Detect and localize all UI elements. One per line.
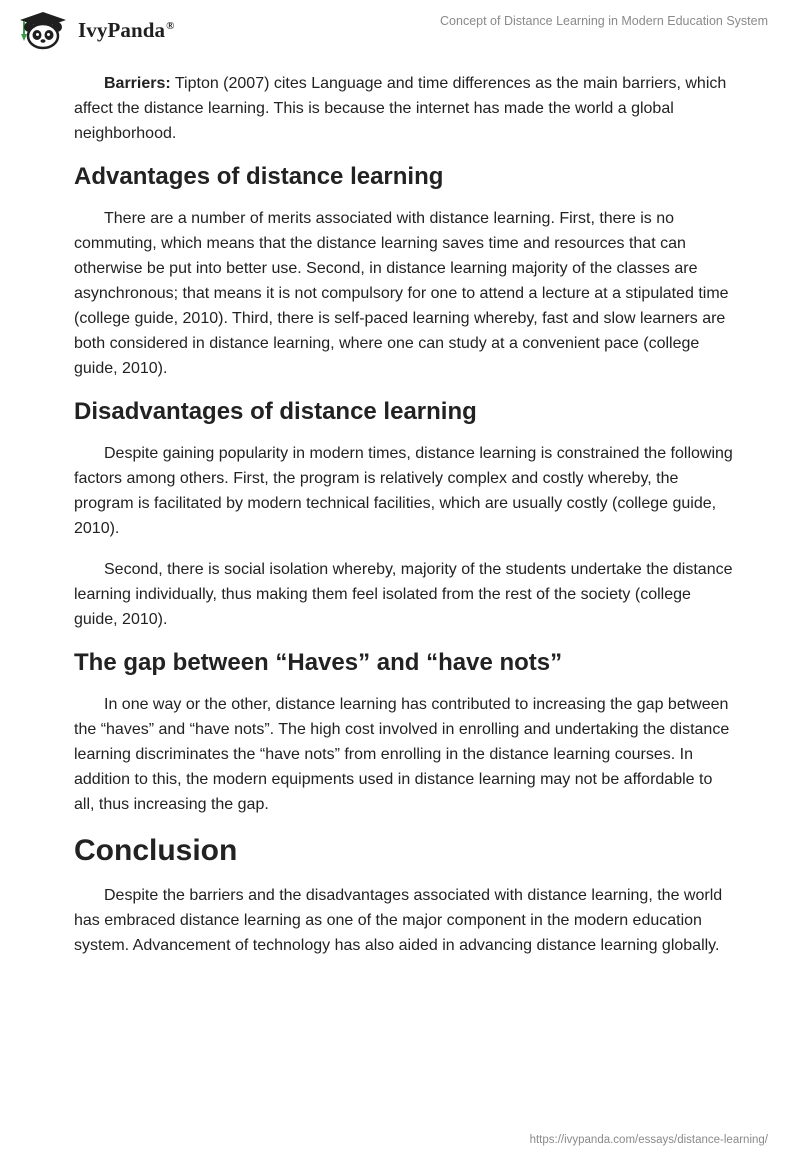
barriers-text: Tipton (2007) cites Language and time differences as the main barriers, which affect the distance learning. This is because the internet has made the world a global neighborhood.: [74, 75, 727, 142]
barriers-label: Barriers:: [104, 75, 171, 92]
source-url[interactable]: https://ivypanda.com/essays/distance-learning/: [529, 1134, 768, 1146]
barriers-paragraph: [74, 71, 734, 146]
logo-name: IvyPanda: [78, 17, 166, 42]
disadvantages-paragraph-1: Despite gaining popularity in modern times, distance learning is constrained the following factors among others. First, the program is relatively complex and costly whereby, the program is facilitated by modern technical facilities, which are usually costly (college guide, 2010).: [74, 445, 733, 537]
essay-content: [74, 71, 734, 974]
disadvantages-paragraph-2: Second, there is social isolation whereby, majority of the students undertake the distance learning individually, thus making them feel isolated from the rest of the society (college guide, 2010).: [74, 561, 733, 628]
gap-heading: The gap between “Haves” and “have nots”: [74, 649, 563, 676]
advantages-paragraph: There are a number of merits associated with distance learning. First, there is no commuting, which means that the distance learning saves time and resources that can otherwise be put into better use. Second, in distance learning majority of the classes are asynchronous; that means it is not compulsory for one to attend a lecture at a stipulated time (college guide, 2010). Third, there is self-paced learning whereby, fast and slow learners are both considered in distance learning, where one can study at a convenient pace (college guide, 2010).: [74, 210, 729, 377]
ivypanda-logo[interactable]: [16, 10, 175, 50]
registered-mark: ®: [166, 19, 175, 32]
gap-paragraph: In one way or the other, distance learning has contributed to increasing the gap between the “haves” and “have nots”. The high cost involved in enrolling and undertaking the distance learning discriminates the “have nots” from enrolling in the distance learning courses. In addition to this, the modern equipments used in distance learning may not be affordable to all, thus increasing the gap.: [74, 696, 730, 813]
disadvantages-heading: Disadvantages of distance learning: [74, 398, 477, 425]
logo-wordmark: [78, 18, 175, 43]
conclusion-heading: Conclusion: [74, 834, 238, 867]
conclusion-paragraph: Despite the barriers and the disadvantages associated with distance learning, the world has embraced distance learning as one of the major component in the modern education system. Advancement of technology has also aided in advancing distance learning globally.: [74, 887, 723, 954]
advantages-heading: Advantages of distance learning: [74, 163, 444, 190]
page-header: [0, 0, 800, 60]
document-title: Concept of Distance Learning in Modern Education System: [440, 14, 768, 28]
panda-graduate-icon: [16, 10, 70, 50]
